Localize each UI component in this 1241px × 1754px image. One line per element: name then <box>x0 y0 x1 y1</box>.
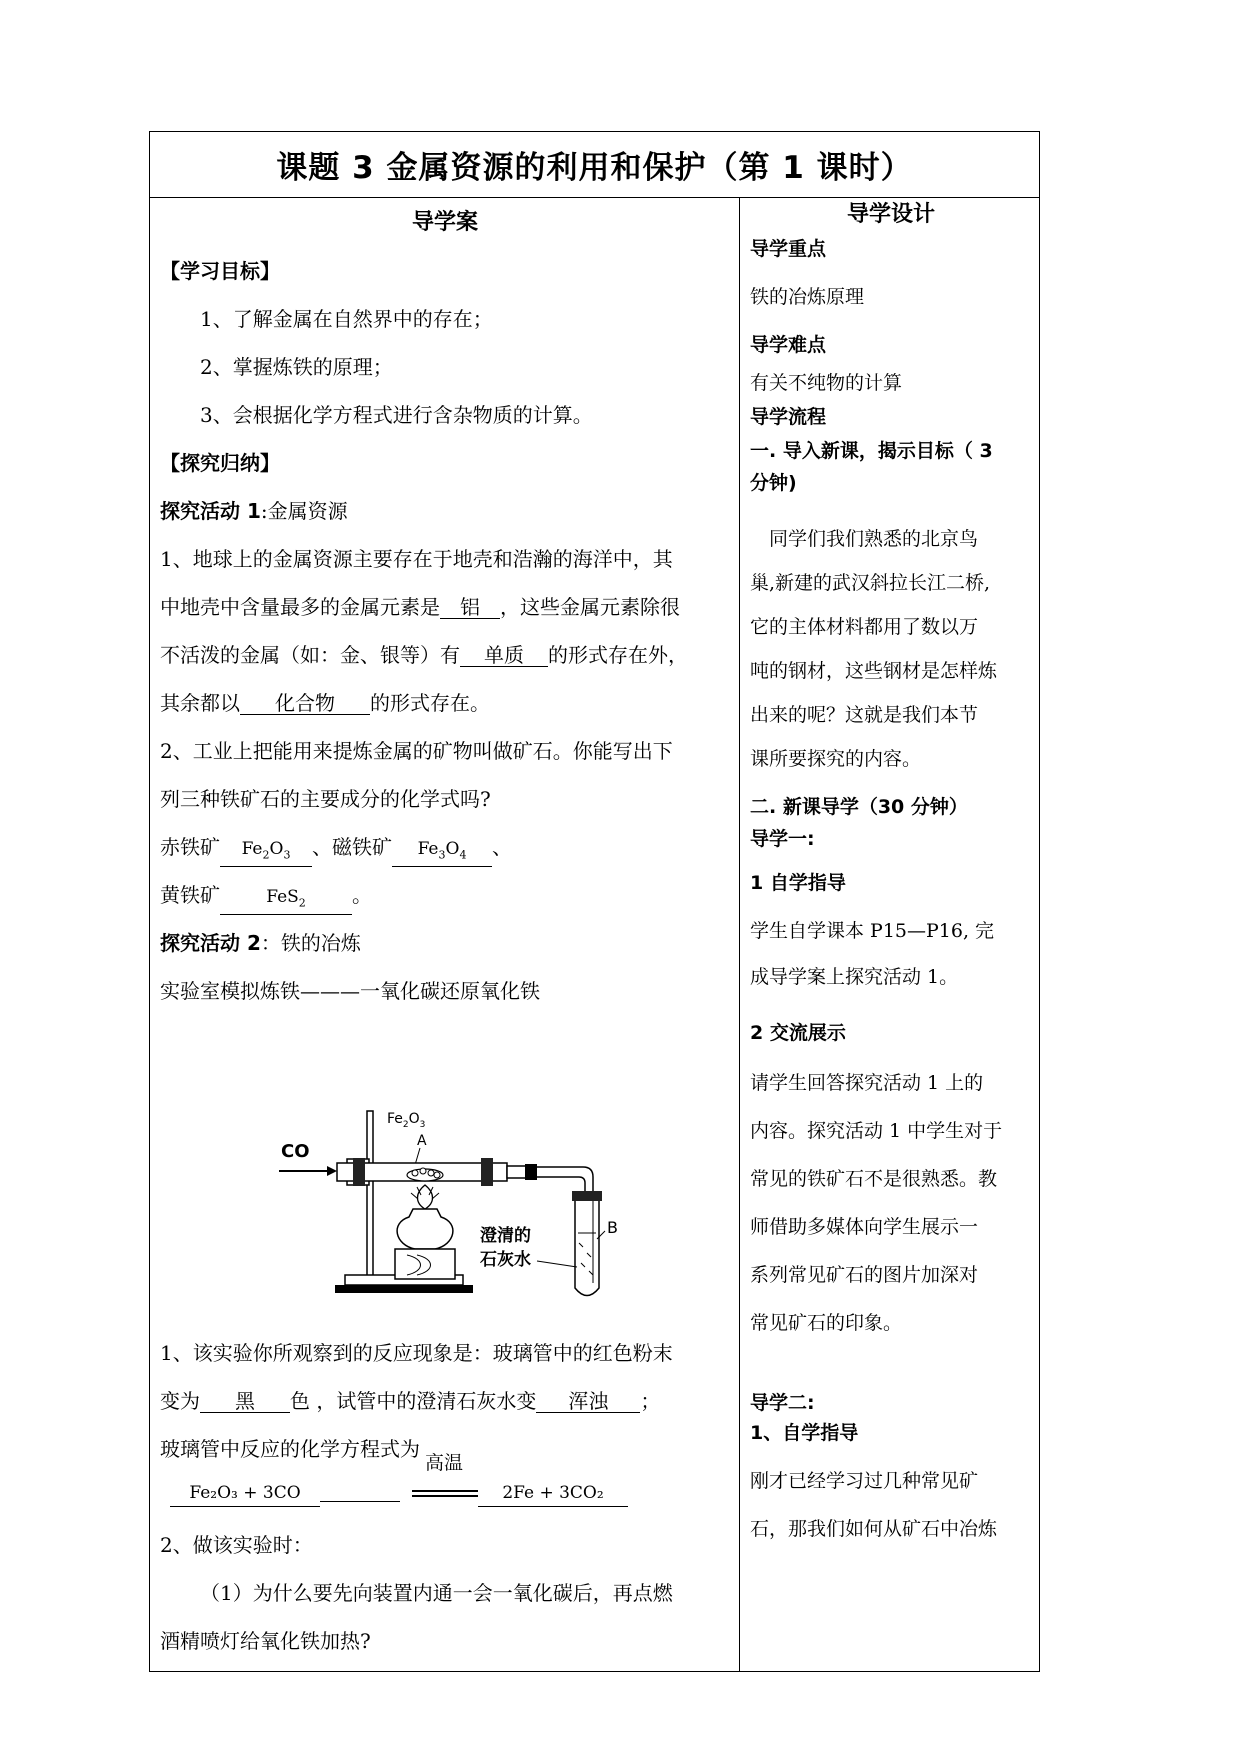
answer-turbid: 浑浊 <box>536 1390 640 1413</box>
guide-2-text-2: 石，那我们如何从矿石中冶炼 <box>750 1518 998 1540</box>
guide-1-self-text-1: 学生自学课本 P15—P16, 完 <box>750 920 995 942</box>
limewater-label-1: 澄清的 <box>480 1226 531 1246</box>
stand-foot <box>335 1285 473 1293</box>
objective-1: 1、了解金属在自然界中的存在； <box>200 307 493 331</box>
answer-pyrite: FeS$_2$ <box>220 886 352 915</box>
intro-line-1: 同学们我们熟悉的北京鸟 <box>750 528 979 550</box>
question-1-line-1: 1、该实验你所观察到的反应现象是：玻璃管中的红色粉末 <box>160 1341 673 1365</box>
explore-heading: 【探究归纳】 <box>160 451 280 475</box>
activity-1-title: 探究活动 1:金属资源 <box>160 499 348 523</box>
difficulty-heading: 导学难点 <box>750 334 827 356</box>
para-1-line-3: 不活泼的金属（如：金、银等）有 单质 的形式存在外， <box>160 643 688 667</box>
iron-stand-rod <box>367 1111 373 1281</box>
guide-2-heading: 导学二: <box>750 1392 815 1414</box>
lesson-table <box>149 131 1040 1672</box>
question-1-line-3: 玻璃管中反应的化学方程式为 <box>160 1437 420 1461</box>
ore-line-1: 赤铁矿 $Fe_2O_3$ 、磁铁矿 $Fe_3O_4$ 、 <box>160 834 512 867</box>
answer-compound: 化合物 <box>240 692 370 715</box>
guide-1-heading: 导学一: <box>750 828 815 850</box>
answer-aluminum: 铝 <box>440 596 500 619</box>
guide-1-show-5: 系列常见矿石的图片加深对 <box>750 1264 979 1286</box>
intro-line-6: 课所要探究的内容。 <box>750 748 922 770</box>
difficulty-text: 有关不纯物的计算 <box>750 372 903 394</box>
guide-1-show-1: 请学生回答探究活动 1 上的 <box>750 1072 984 1094</box>
equation-equals-sign <box>412 1490 478 1497</box>
section-2: 二. 新课导学（30 分钟） <box>750 796 968 818</box>
guide-1-show-3: 常见的铁矿石不是很熟悉。教 <box>750 1168 998 1190</box>
guide-1-show-2: 内容。探究活动 1 中学生对于 <box>750 1120 1003 1142</box>
guide-1-exchange: 2 交流展示 <box>750 1022 846 1044</box>
guide-1-show-4: 师借助多媒体向学生展示一 <box>750 1216 979 1238</box>
alcohol-lamp <box>397 1209 453 1249</box>
answer-black: 黑 <box>200 1390 290 1413</box>
study-guide-header: 导学案 <box>411 210 478 235</box>
test-tube-stopper <box>572 1191 602 1201</box>
para-1-line-1: 1、地球上的金属资源主要存在于地壳和浩瀚的海洋中，其 <box>160 547 673 571</box>
limewater-label-2: 石灰水 <box>480 1250 531 1270</box>
equation-products: 2Fe + 3CO₂ <box>478 1480 628 1507</box>
ore-line-2: 黄铁矿 FeS$_2$ 。 <box>160 882 372 915</box>
lamp-stand-block <box>395 1249 455 1279</box>
answer-hematite: $Fe_2O_3$ <box>220 838 312 867</box>
answer-magnetite: $Fe_3O_4$ <box>392 838 492 867</box>
section-1-line-1: 一. 导入新课，揭示目标（ 3 <box>750 440 993 462</box>
teaching-design-header: 导学设计 <box>846 202 935 227</box>
fe2o3-label: $Fe_2O_3$ <box>387 1111 426 1130</box>
equation-condition: 高温 <box>425 1452 464 1474</box>
para-2-line-2: 列三种铁矿石的主要成分的化学式吗? <box>160 787 491 811</box>
page-title: 课题 3 金属资源的利用和保护（第 1 课时） <box>150 132 1039 198</box>
guide-1-self-study: 1 自学指导 <box>750 872 846 894</box>
column-divider <box>739 198 740 1671</box>
key-heading: 导学重点 <box>750 238 827 260</box>
lab-line: 实验室模拟炼铁———一氧化碳还原氧化铁 <box>160 979 540 1003</box>
co-label: CO <box>281 1141 310 1162</box>
objective-3: 3、会根据化学方程式进行含杂物质的计算。 <box>200 403 593 427</box>
para-1-line-4: 其余都以 化合物 的形式存在。 <box>160 691 490 715</box>
test-tube <box>575 1201 599 1296</box>
intro-line-3: 它的主体材料都用了数以万 <box>750 616 979 638</box>
intro-line-2: 巢,新建的武汉斜拉长江二桥, <box>750 572 991 594</box>
question-2-line-1: 2、做该实验时： <box>160 1533 313 1557</box>
guide-2-text-1: 刚才已经学习过几种常见矿 <box>750 1470 979 1492</box>
label-b: B <box>607 1218 618 1237</box>
apparatus-diagram <box>275 1103 645 1308</box>
key-text: 铁的冶炼原理 <box>750 286 865 308</box>
answer-element: 单质 <box>460 644 548 667</box>
intro-line-4: 吨的钢材，这些钢材是怎样炼 <box>750 660 998 682</box>
objectives-heading: 【学习目标】 <box>160 259 280 283</box>
guide-2-self-study: 1、自学指导 <box>750 1422 859 1444</box>
equation-reactants: Fe₂O₃ + 3CO <box>170 1480 320 1507</box>
flow-heading: 导学流程 <box>750 406 827 428</box>
para-1-line-2: 中地壳中含量最多的金属元素是 铝 ，这些金属元素除很 <box>160 595 680 619</box>
flame-icon <box>418 1185 433 1209</box>
activity-2-title: 探究活动 2：铁的冶炼 <box>160 931 361 955</box>
label-a: A <box>417 1133 427 1149</box>
question-1-line-2: 变为 黑 色 ，试管中的澄清石灰水变 浑浊 ； <box>160 1389 661 1413</box>
section-1-line-2: 分钟) <box>750 472 797 494</box>
guide-1-show-6: 常见矿石的印象。 <box>750 1312 903 1334</box>
objective-2: 2、掌握炼铁的原理； <box>200 355 393 379</box>
intro-line-5: 出来的呢？这就是我们本节 <box>750 704 979 726</box>
question-2-sub-1-line-2: 酒精喷灯给氧化铁加热? <box>160 1629 371 1653</box>
para-2-line-1: 2、工业上把能用来提炼金属的矿物叫做矿石。你能写出下 <box>160 739 673 763</box>
question-2-sub-1-line-1: （1）为什么要先向装置内通一会一氧化碳后，再点燃 <box>200 1581 673 1605</box>
guide-1-self-text-2: 成导学案上探究活动 1。 <box>750 966 959 988</box>
